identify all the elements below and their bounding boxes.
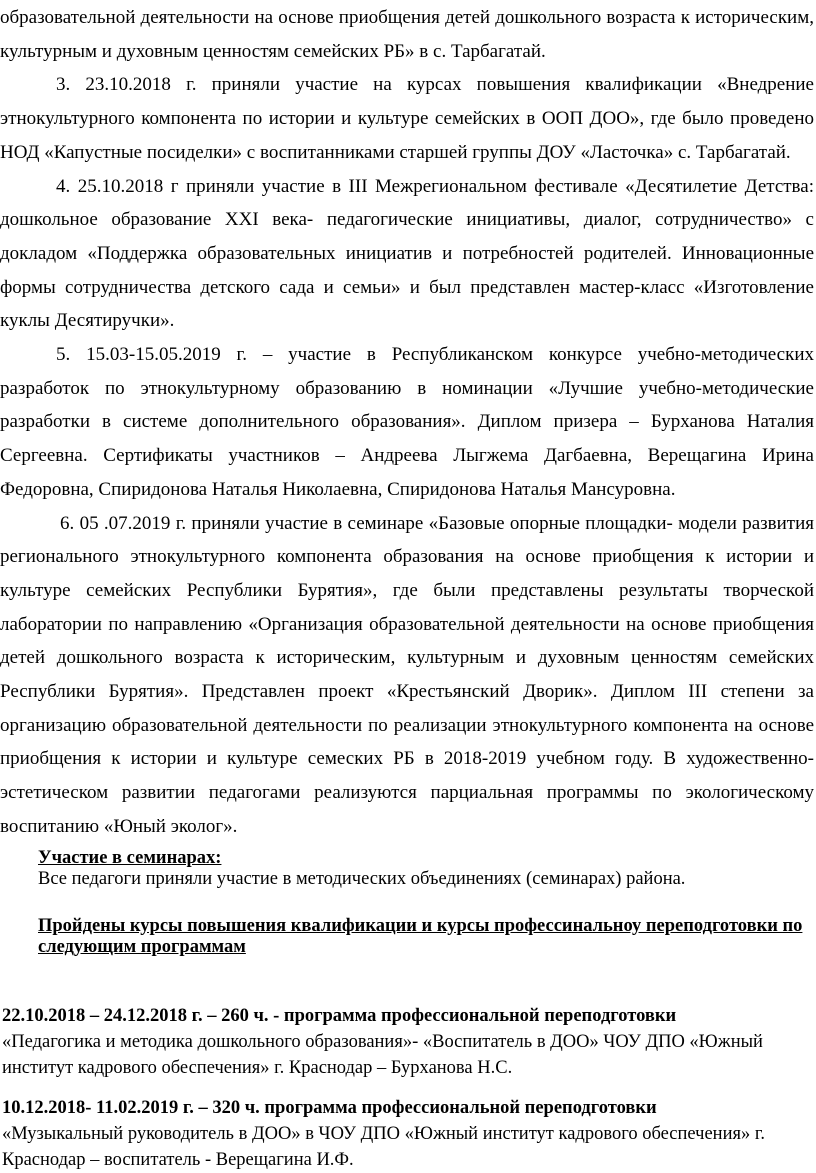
courses-section: [0, 916, 814, 958]
seminars-text: Все педагоги приняли участие в методических объединениях (семинарах) района.: [38, 868, 686, 889]
paragraph-item-5: 5. 15.03-15.05.2019 г. – участие в Республиканском конкурсе учебно-методических разработок по этнокультурному образованию в номинации «Лучшие учебно-методические разработки в системе дополнительного образования». Диплом призера – Бурханова Наталия Сергеевна. Сертификаты участников – Андреева Лыгжема Дагбаевна, Верещагина Ирина Федоровна, Спиридонова Наталья Николаевна, Спиридонова Наталья Мансуровна.: [0, 344, 814, 500]
seminars-heading: Участие в семинарах:: [38, 847, 222, 868]
paragraph-item-6: 6. 05 .07.2019 г. приняли участие в семинаре «Базовые опорные площадки- модели развития регионального этнокультурного компонента образования на основе приобщения к истории и культуре семейских Республики Бурятия», где были представлены результаты творческой лаборатории по направлению «Организация образовательной деятельности на основе приобщения детей дошкольного возраста к историческим, культурным и духовным ценностям семейских Республики Бурятия». Представлен проект «Крестьянский Дворик». Диплом III степени за организацию образовательной деятельности по реализации этнокультурного компонента на основе приобщения к истории и культуре семеских РБ в 2018-2019 учебном году. В художественно-эстетическом развитии педагогами реализуются парциальная программы по экологическому воспитанию «Юный эколог».: [0, 512, 814, 837]
course-title: 10.12.2018- 11.02.2019 г. – 320 ч. программа профессиональной переподготовки: [2, 1097, 657, 1118]
course-description: «Педагогика и методика дошкольного образования»- «Воспитатель в ДОО» ЧОУ ДПО «Южный институт кадрового обеспечения» г. Краснодар – Бурханова Н.С.: [2, 1031, 763, 1078]
paragraph-continuation: образовательной деятельности на основе приобщения детей дошкольного возраста к историческим, культурным и духовным ценностям семейских РБ» в с. Тарбагатай.: [0, 7, 814, 62]
course-title: 22.10.2018 – 24.12.2018 г. – 260 ч. - программа профессиональной переподготовки: [2, 1005, 677, 1026]
course-entry: [0, 1003, 814, 1081]
seminars-section: [0, 848, 814, 890]
course-description: «Музыкальный руководитель в ДОО» в ЧОУ ДПО «Южный институт кадрового обеспечения» г. Краснодар – воспитатель - Верещагина И.Ф.: [2, 1123, 765, 1170]
courses-heading: Пройдены курсы повышения квалификации и курсы профессинальноу переподготовки по следующим программам: [38, 915, 803, 957]
paragraph-item-4: 4. 25.10.2018 г приняли участие в III Межрегиональном фестивале «Десятилетие Детства: дошкольное образование XXI века- педагогические инициативы, диалог, сотрудничество» с докладом «Поддержка образовательных инициатив и потребностей родителей. Инновационные формы сотрудничества детского сада и семьи» и был представлен мастер-класс «Изготовление куклы Десятиручки».: [0, 175, 814, 332]
paragraph-item-3: 3. 23.10.2018 г. приняли участие на курсах повышения квалификации «Внедрение этнокультурного компонента по истории и культуре семейских в ООП ДОО», где было проведено НОД «Капустные посиделки» с воспитанниками старшей группы ДОУ «Ласточка» с. Тарбагатай.: [0, 74, 814, 163]
course-entry: [0, 1095, 814, 1173]
